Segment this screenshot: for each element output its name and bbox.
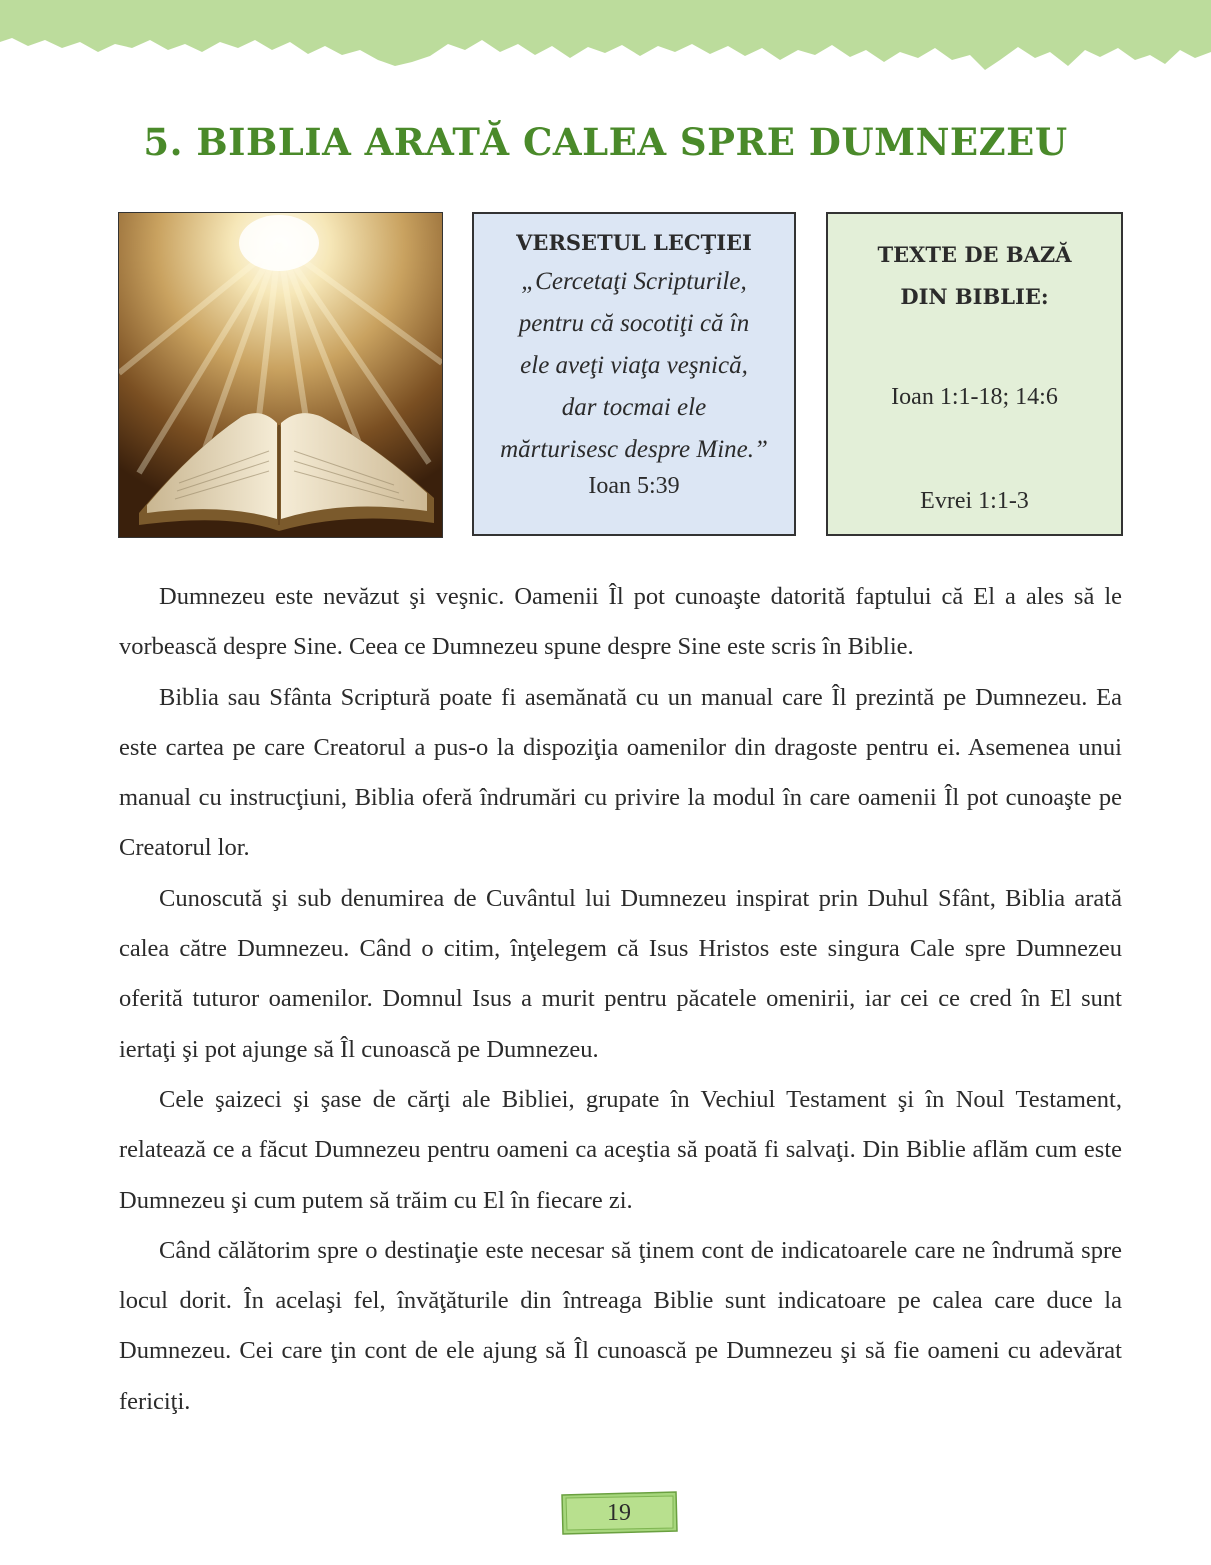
decorative-top-band [0, 0, 1211, 80]
verse-line: pentru că socotiţi că în [518, 310, 750, 337]
verse-line: mărturisesc despre Mine.” [500, 436, 768, 463]
lesson-body [119, 572, 1122, 1427]
paragraph: Când călătorim spre o destinaţie este necesar să ţinem cont de indicatoarele care ne îndrumă spre locul dorit. În acelaşi fel, învăţăturile din întreaga Biblie sunt indicatoare pe calea care duce la Dumnezeu. Cei care ţin cont de ele ajung să Îl cunoască pe Dumnezeu şi să fie oameni cu adevărat fericiţi. [119, 1236, 1122, 1415]
verse-line: dar tocmai ele [561, 394, 707, 421]
paragraph: Dumnezeu este nevăzut şi veşnic. Oamenii Îl pot cunoaşte datorită faptului că El a ales să le vorbească despre Sine. Ceea ce Dumnezeu spune despre Sine este scris în Biblie. [119, 583, 1122, 661]
verse-line: „Cercetaţi Scripturile, [521, 268, 747, 295]
open-bible-image [118, 212, 443, 538]
base-text-reference: Ioan 1:1-18; 14:6 [891, 384, 1058, 410]
page-number: 19 [607, 1500, 631, 1526]
base-texts-heading-line: DIN BIBLIE: [900, 284, 1049, 309]
page-title: 5. BIBLIA ARATĂ CALEA SPRE DUMNEZEU [143, 120, 1068, 164]
verse-line: ele aveţi viaţa veşnică, [520, 352, 748, 379]
base-texts-box [826, 212, 1123, 536]
paragraph: Biblia sau Sfânta Scriptură poate fi asemănată cu un manual care Îl prezintă pe Dumnezeu. Ea este cartea pe care Creatorul a pus-o la dispoziţia oamenilor din dragoste pentru ei. Asemenea unui manual cu instrucţiuni, Biblia oferă îndrumări cu privire la modul în care oamenii Îl pot cunoaşte pe Creatorul lor. [119, 683, 1122, 862]
verse-quote [474, 261, 794, 471]
base-text-reference: Evrei 1:1-3 [920, 488, 1029, 514]
base-texts-heading [828, 234, 1121, 318]
verse-reference: Ioan 5:39 [588, 473, 680, 499]
lesson-verse-box [472, 212, 796, 536]
paragraph: Cunoscută şi sub denumirea de Cuvântul lui Dumnezeu inspirat prin Duhul Sfânt, Biblia arată calea către Dumnezeu. Când o citim, înţelegem că Isus Hristos este singura Cale spre Dumnezeu oferită tuturor oamenilor. Domnul Isus a murit pentru păcatele omenirii, iar cei ce cred în El sunt iertaţi şi pot ajunge să Îl cunoască pe Dumnezeu. [119, 884, 1122, 1063]
verse-heading: VERSETUL LECŢIEI [516, 230, 752, 255]
paragraph: Cele şaizeci şi şase de cărţi ale Bibliei, grupate în Vechiul Testament şi în Noul Testament, relatează ce a făcut Dumnezeu pentru oameni ca aceştia să poată fi salvaţi. Din Biblie aflăm cum este Dumnezeu şi cum putem să trăim cu El în fiecare zi. [119, 1085, 1122, 1214]
base-texts-heading-line: TEXTE DE BAZĂ [877, 242, 1072, 267]
page-number-badge [560, 1491, 678, 1535]
